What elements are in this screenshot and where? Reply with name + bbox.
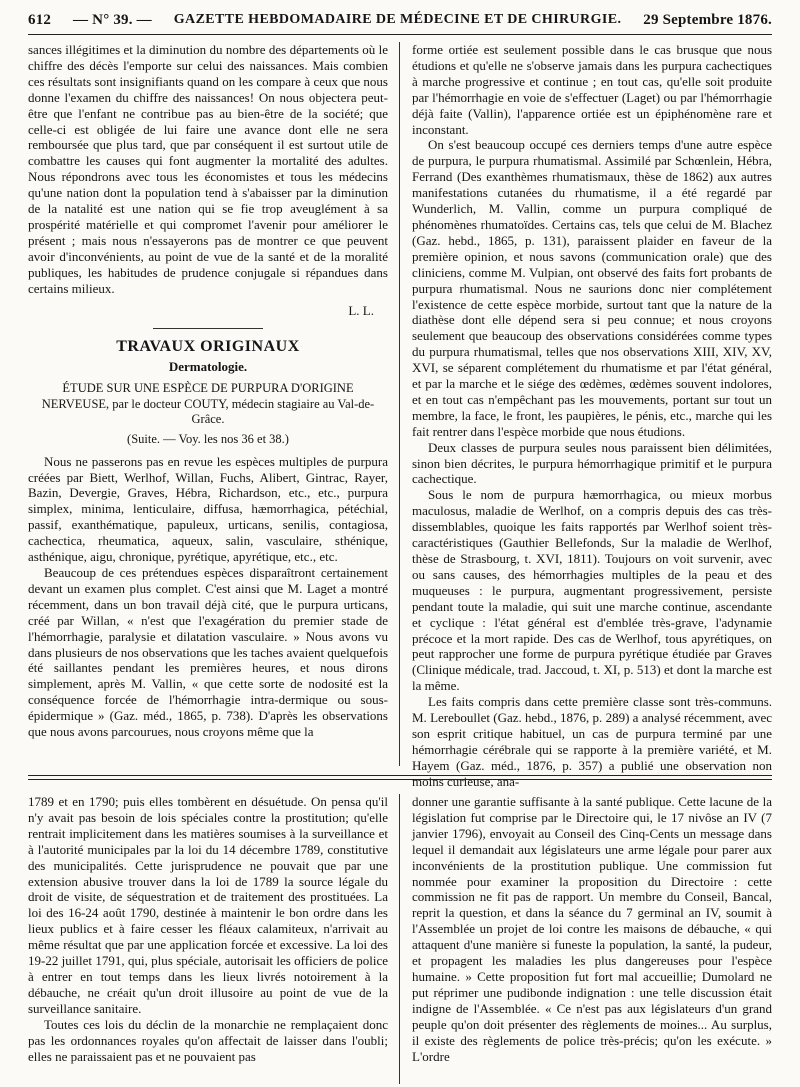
column-divider (399, 794, 400, 1084)
paragraph: On s'est beaucoup occupé ces derniers temps d'une autre espèce de purpura, le purpura rhumatismal. Assimilé par Schœnlein, Hébra, Ferrand (Des exanthèmes rhumatismaux, thèse de 1862) aux autres manifestations cutanées du rhumatisme, il a été regardé par Wunderlich, M. Vallin, comme un purpura compliqué de phénomènes rhumatoïdes. Certains cas, tels que celui de M. Blachez (Gaz. hebd., 1865, p. 131), paraissent plaider en faveur de la première opinion, et nous savons (communication orale) que des cliniciens, comme M. Vulpian, ont observé des faits fort probants de purpura rhumatismal. Nous ne saurions donc nier complétement l'existence de cette espèce morbide, surtout tant que la nature de la diathèse dont elle dépend sera si peu connue; et nous croyons seulement que beaucoup des observations considérées comme types du purpura rhumatismal, telles que nos observations XIII, XIV, XV, XVI, se séparent complétement du rhumatisme et par l'état général, et par la marche et le siége des œdèmes, œdèmes souvent indolores, et en tout cas n'empêchant pas les mouvements, portant sur tout un membre, la face, le front, les paupières, le pénis, etc., marche qui les fait rentrer dans l'espèce morbide que nous étudions. (412, 137, 772, 439)
top-left-column (28, 42, 388, 766)
paragraph: Toutes ces lois du déclin de la monarchie ne remplaçaient donc pas les ordonnances royales qu'on affectait de laisser dans l'oubli; elles ne paraissaient pas et ne pouvaient pas (28, 1016, 388, 1064)
bottom-left-column (28, 794, 388, 1084)
section-rule (28, 775, 772, 776)
column-divider (399, 42, 400, 766)
top-right-column (412, 42, 772, 789)
paragraph: Les faits compris dans cette première classe sont très-communs. M. Lereboullet (Gaz. hebd., 1876, p. 289) a analysé récemment, avec son esprit critique habituel, un cas de purpura terminé par une hémorrhagie cérébrale qui se rapporte à la première variété, et M. Hayem (Gaz. méd., 1876, p. 357) a publié une observation non moins curieuse, ana- (412, 694, 772, 789)
paragraph: Nous ne passerons pas en revue les espèces multiples de purpura créées par Biett, Werlhof, Willan, Fuchs, Alibert, Gintrac, Rayer, Bazin, Devergie, Graves, Hébra, Richardson, etc., etc., purpura simplex, minima, lenticulaire, diffusa, hæmorrhagica, pétéchial, passif, exanthématique, papuleux, urticans, senilis, contagiosa, cachectica, rheumatica, aqueux, salin, vasculaire, sthénique, asthénique, aigu, chronique, pyrétique, apyrétique, etc., etc. (28, 453, 388, 565)
paragraph: Deux classes de purpura seules nous paraissent bien délimitées, sinon bien décrites, le purpura hémorrhagique primitif et le purpura cachectique. (412, 439, 772, 487)
bottom-section (28, 794, 772, 1084)
article-note: (Suite. — Voy. les nos 36 et 38.) (127, 431, 289, 446)
issue-date: 29 Septembre 1876. (643, 11, 772, 28)
article-title: ÉTUDE SUR UNE ESPÈCE DE PURPURA D'ORIGINE NERVEUSE, par le docteur COUTY, médecin stagiaire au Val-de-Grâce. (41, 381, 375, 427)
section-subtitle: Dermatologie. (168, 359, 248, 375)
paragraph: forme ortiée est seulement possible dans le cas brusque que nous étudions et qu'elle ne s'observe jamais dans les purpura cachectiques à marche progressive et continue ; en tout cas, qu'elle soit produite par l'hémorrhagie en voie de s'effectuer (Laget) ou par l'hémorrhagie déjà faite (Vallin), l'apparence ortiée est un épiphénomène rare et inconstant. (412, 42, 772, 137)
page-header (28, 6, 772, 35)
divider (153, 328, 263, 329)
issue-number: — N° 39. — (73, 11, 152, 28)
paragraph: sances illégitimes et la diminution du nombre des départements où le chiffre des décès l'emporte sur celui des naissances. Mais combien ces résultats sont insignifiants quand on les compare à ceux que nous donne l'examen du chiffre des naissances! On nous objectera peut-être que l'enfant ne contribue pas au bien-être de la société; que celle-ci est obligée de lui faire une avance dont elle ne sera remboursée que plus tard, que par conséquent il est surtout utile de combattre les causes qui font augmenter la mortalité des adultes. Nous répondrons avec tous les économistes et tous les médecins qu'une nation dont la population tend à s'abaisser par la diminution de la natalité est une nation qui se fie trop aveuglément à sa prospérité matérielle et qui compromet l'avenir pour améliorer le présent ; mais nous n'essayerons pas de montrer ce que peuvent avoir d'inconvénients, au point de vue de la santé et de la moralité publiques, les habitudes de prudence conjugale si répandues dans certains milieux. (28, 42, 388, 296)
signature: L. L. (348, 302, 374, 318)
paragraph: donner une garantie suffisante à la santé publique. Cette lacune de la législation fut comprise par le Directoire qui, le 17 nivôse an IV (7 janvier 1796), envoyait au Conseil des Cinq-Cents un message dans lequel il demandait aux législateurs une arme légale pour parer aux inconvénients de la prostitution publique. Une commission fut nommée pour examiner la proposition du Directoire : cette commission ne fit pas de rapport. Un membre du Conseil, Bancal, reprit la question, et dans la séance du 7 germinal an IV, soumit à l'Assemblée un projet de loi contre les maisons de débauche, « qui attaquent d'une manière si funeste la population, la santé, la pudeur, et propagent les maladies les plus dangereuses pour l'espèce humaine. » Cette proposition fut fort mal accueillie; Dumolard ne put réprimer une pudibonde indignation : une telle discussion était indigne de l'Assemblée. « Ce n'est pas aux législateurs d'un grand peuple qu'on doit présenter des règlements de moines... Au surplus, il existe des règlements de police très-précis; qu'on les exécute. » L'ordre (412, 794, 772, 1064)
section-title: TRAVAUX ORIGINAUX (116, 338, 300, 356)
paragraph: Sous le nom de purpura hæmorrhagica, ou mieux morbus maculosus, maladie de Werlhof, on a compris depuis des cas très-dissemblables, quoique les faits rapportés par Werlhof soient très-caractéristiques (Gauthier Bellefonds, Sur la maladie de Werlhof, thèse de Strasbourg, t. XVI, 1811). Toujours on voit survenir, avec ou sans causes, des hémorrhagies multiples de la peau et des muqueuses : le purpura, augmentant progressivement, persiste pendant toute la maladie, qui suit une marche continue, ascendante et cyclique : l'état général est d'emblée très-grave, l'adynamie précoce et la mort rapide. Des cas de Werlhof, tous apyrétiques, on peut rapprocher une forme de purpura pyrétique étudiée par Graves (Clinique médicale, trad. Jaccoud, t. XI, p. 513) et dont la marche est la même. (412, 487, 772, 694)
journal-title: GAZETTE HEBDOMADAIRE DE MÉDECINE ET DE CHIRURGIE. (173, 12, 622, 27)
section-rule (28, 779, 772, 780)
paragraph: 1789 et en 1790; puis elles tombèrent en désuétude. On pensa qu'il n'y avait pas besoin de lois spéciales contre la prostitution; qu'elle rentrait implicitement dans les matières soumises à la surveillance et à l'autorité municipales par la loi du 14 décembre 1789, constitutive des municipalités. Cette jurisprudence ne pouvait que par une extension abusive trouver dans la loi de 1789 la source légale du droit de visite, de séquestration et de traitement des prostituées. La loi des 16-24 août 1790, destinée à maintenir le bon ordre dans les lieux publics et à faire cesser les fléaux calamiteux, n'arrivait au même résultat que par une application forcée et excessive. La loi des 19-22 juillet 1791, qui, plus spéciale, autorisait les officiers de police à entrer en tout temps dans les lieux livrés notoirement à la débauche, ne créait qu'un droit illusoire au point de vue de la surveillance sanitaire. (28, 794, 388, 1016)
bottom-right-column (412, 794, 772, 1084)
paragraph: Beaucoup de ces prétendues espèces disparaîtront certainement devant un examen plus complet. C'est ainsi que M. Laget a montré récemment, dans un bon travail déjà cité, que le purpura urticans, créé par Willan, « n'est que l'exagération du premier stade de l'hémorrhagie, paralysie et dilatation vasculaire. » Nous avons vu dans plusieurs de nos observations que les taches avaient quelquefois été saillantes pendant les premières heures, et nous dirons simplement, après M. Vallin, « que cette sorte de nodosité est la conséquence forcée de l'hémorrhagie intra-dermique ou sous-épidermique » (Gaz. méd., 1865, p. 738). D'après les observations que nous avons parcourues, nous croyons même que la (28, 564, 388, 740)
top-section (28, 42, 772, 789)
page-number: 612 (28, 11, 52, 28)
